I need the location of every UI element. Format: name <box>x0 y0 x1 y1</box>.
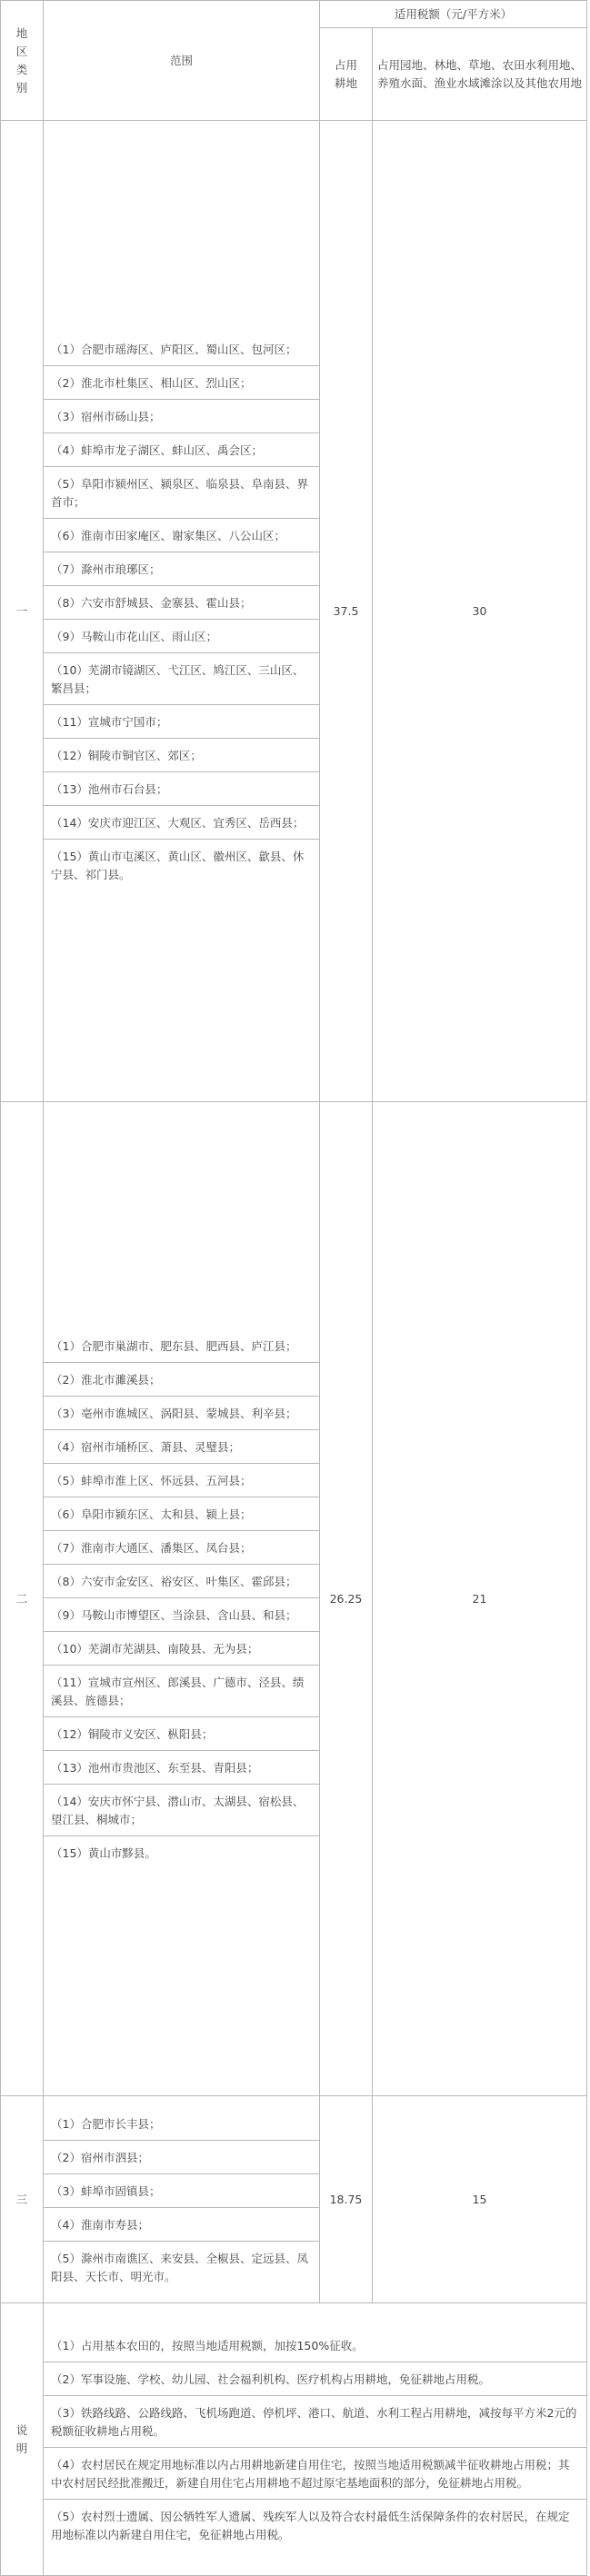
region-item: （14）安庆市迎江区、大观区、宜秀区、岳西县； <box>44 806 319 840</box>
region-item: （7）滁州市琅琊区； <box>44 552 319 586</box>
region-row-category-3 <box>1 2096 587 2303</box>
header-category-char: 区 <box>15 44 28 58</box>
region-item: （1）合肥市长丰县； <box>44 2107 319 2141</box>
other-land-rate: 15 <box>373 2096 587 2303</box>
note-item: （2）军事设施、学校、幼儿园、社会福利机构、医疗机构占用耕地，免征耕地占用税。 <box>44 2362 586 2396</box>
note-item: （5）农村烈士遗属、因公牺牲军人遗属、残疾军人以及符合农村最低生活保障条件的农村居民，在规定用地标准以内新建自用住宅，免征耕地占用税。 <box>51 2509 570 2541</box>
note-item: （3）铁路线路、公路线路、飞机场跑道、停机坪、港口、航道、水利工程占用耕地，减按每平方米2元的税额征收耕地占用税。 <box>44 2396 586 2448</box>
header-category <box>1 1 44 121</box>
note-item: （1）占用基本农田的，按照当地适用税额，加按150%征收。 <box>44 2329 586 2362</box>
region-item: （1）合肥市巢湖市、肥东县、肥西县、庐江县； <box>44 1329 319 1363</box>
region-item: （1）合肥市瑶海区、庐阳区、蜀山区、包河区； <box>44 333 319 366</box>
region-item: （13）池州市石台县； <box>44 772 319 806</box>
region-item: （11）宣城市宣州区、郎溪县、广德市、泾县、绩溪县、旌德县； <box>44 1666 319 1717</box>
region-item: （15）黄山市黟县。 <box>51 1845 156 1860</box>
notes-label-char: 说 <box>15 2422 28 2437</box>
region-item: （5）阜阳市颍州区、颍泉区、临泉县、阜南县、界首市； <box>44 467 319 519</box>
region-item: （8）六安市舒城县、金寨县、霍山县； <box>44 586 319 620</box>
header-cultivated-line: 占用 <box>334 57 357 72</box>
header-tax-rate: 适用税额（元/平方米） <box>320 1 587 28</box>
notes-row <box>1 2303 587 2576</box>
region-item: （8）六安市金安区、裕安区、叶集区、霍邱县； <box>44 1565 319 1598</box>
region-item: （2）淮北市杜集区、相山区、烈山区； <box>44 366 319 400</box>
header-other-land: 占用园地、林地、草地、农田水利用地、养殖水面、渔业水域滩涂以及其他农用地 <box>373 28 587 121</box>
region-item: （5）滁州市南谯区、来安县、全椒县、定远县、凤阳县、天长市、明光市。 <box>51 2251 308 2283</box>
header-cultivated-line: 耕地 <box>334 75 357 90</box>
category-label: 一 <box>1 121 44 1102</box>
region-item: （5）蚌埠市淮上区、怀远县、五河县； <box>44 1464 319 1497</box>
notes-label-char: 明 <box>15 2441 28 2455</box>
cultivated-rate: 37.5 <box>320 121 373 1102</box>
category-label: 三 <box>1 2096 44 2303</box>
region-item: （4）淮南市寿县； <box>44 2208 319 2242</box>
region-item: （13）池州市贵池区、东至县、青阳县； <box>44 1751 319 1785</box>
region-item: （9）马鞍山市花山区、雨山区； <box>44 620 319 653</box>
category-label: 二 <box>1 1102 44 2096</box>
region-item: （14）安庆市怀宁县、潜山市、太湖县、宿松县、望江县、桐城市； <box>44 1785 319 1836</box>
region-item: （4）蚌埠市龙子湖区、蚌山区、禹会区； <box>44 433 319 467</box>
region-item: （12）铜陵市铜官区、郊区； <box>44 739 319 772</box>
notes-label <box>1 2303 44 2576</box>
region-item: （6）淮南市田家庵区、谢家集区、八公山区； <box>44 519 319 552</box>
header-category-char: 地 <box>15 25 28 40</box>
region-row-category-2 <box>1 1102 587 2096</box>
other-land-rate: 30 <box>373 121 587 1102</box>
header-range: 范围 <box>44 1 320 121</box>
notes-list <box>44 2303 587 2576</box>
header-category-char: 别 <box>15 80 28 94</box>
region-item: （3）亳州市谯城区、涡阳县、蒙城县、利辛县； <box>44 1397 319 1430</box>
region-item: （12）铜陵市义安区、枞阳县； <box>44 1717 319 1751</box>
region-list <box>44 121 320 1102</box>
region-item: （3）宿州市砀山县； <box>44 400 319 433</box>
header-category-char: 类 <box>15 62 28 76</box>
other-land-rate: 21 <box>373 1102 587 2096</box>
region-item: （9）马鞍山市博望区、当涂县、含山县、和县； <box>44 1598 319 1632</box>
region-item: （2）宿州市泗县； <box>44 2141 319 2174</box>
note-item: （4）农村居民在规定用地标准以内占用耕地新建自用住宅，按照当地适用税额减半征收耕地占用税；其中农村居民经批准搬迁，新建自用住宅占用耕地不超过原宅基地面积的部分，免征耕地占用税。 <box>44 2448 586 2500</box>
region-item: （11）宣城市宁国市； <box>44 705 319 739</box>
region-item: （2）淮北市濉溪县； <box>44 1363 319 1397</box>
region-list <box>44 2096 320 2303</box>
region-item: （3）蚌埠市固镇县； <box>44 2174 319 2208</box>
region-item: （10）芜湖市芜湖县、南陵县、无为县； <box>44 1632 319 1666</box>
region-item: （4）宿州市埇桥区、萧县、灵璧县； <box>44 1430 319 1464</box>
region-list <box>44 1102 320 2096</box>
cultivated-rate: 18.75 <box>320 2096 373 2303</box>
region-item: （15）黄山市屯溪区、黄山区、徽州区、歙县、休宁县、祁门县。 <box>51 849 305 881</box>
region-item: （10）芜湖市镜湖区、弋江区、鸠江区、三山区、繁昌县； <box>44 653 319 705</box>
region-item: （7）淮南市大通区、潘集区、凤台县； <box>44 1531 319 1565</box>
region-item: （6）阜阳市颍东区、太和县、颍上县； <box>44 1497 319 1531</box>
region-row-category-1 <box>1 121 587 1102</box>
cultivated-rate: 26.25 <box>320 1102 373 2096</box>
header-cultivated <box>320 28 373 121</box>
